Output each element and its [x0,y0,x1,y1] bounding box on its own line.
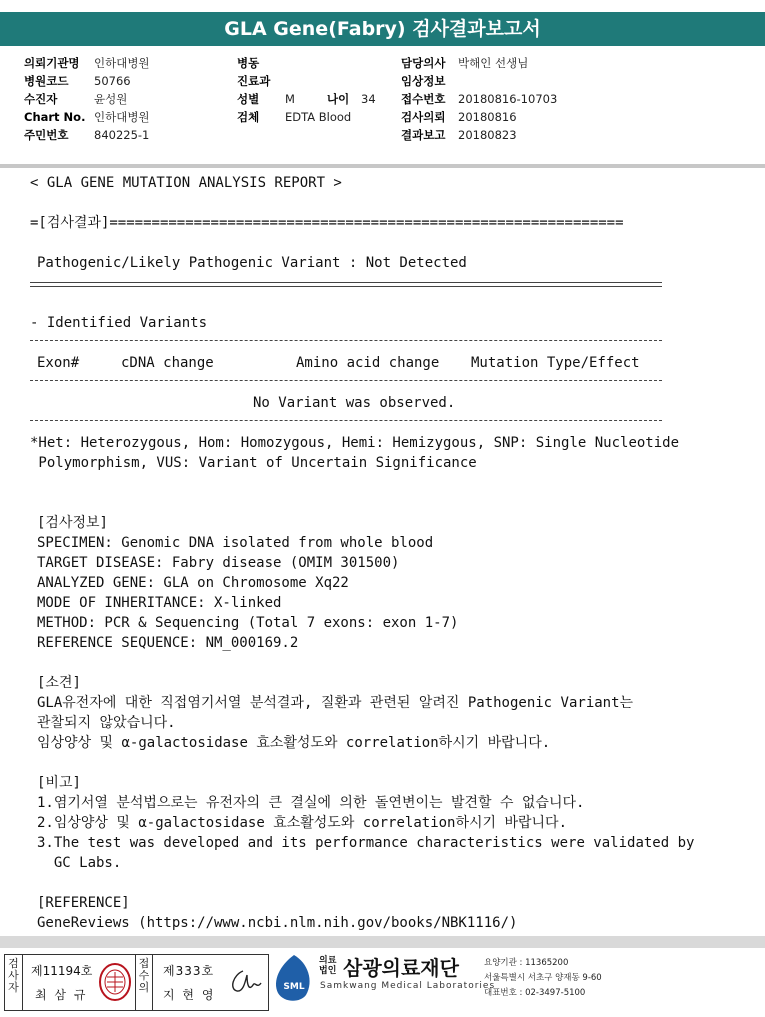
field-label: 결과보고 [401,128,446,142]
org-phone: 대표번호 : 02-3497-5100 [484,988,586,998]
examiner-seal-icon [97,961,133,1003]
remarks-line: 1.염기서열 분석법으로는 유전자의 큰 결실에 의한 돌연변이는 발견할 수 없습니다. [37,795,585,811]
field-label: 성별 [237,92,260,106]
result-summary: Pathogenic/Likely Pathogenic Variant : Not Detected [37,255,467,271]
info-line: TARGET DISEASE: Fabry disease (OMIM 301500) [37,555,400,571]
field-value: 34 [361,92,376,106]
field-value: 20180816-10703 [458,92,558,106]
field-value: EDTA Blood [285,110,352,124]
approver-signature-icon [225,963,263,999]
opinion-line: 관찰되지 않았습니다. [37,715,176,731]
info-line: METHOD: PCR & Sequencing (Total 7 exons: exon 1-7) [37,615,459,631]
column-header-amino-acid: Amino acid change [296,355,440,371]
double-divider [30,282,662,287]
column-header-exon: Exon# [37,355,80,371]
examiner-label: 검사자 [5,955,23,1010]
field-value: 20180823 [458,128,517,142]
header-row-sex-age [237,90,376,108]
org-name: 삼광의료재단 [343,956,459,980]
field-label: Chart No. [24,110,86,124]
opinion-line: 임상양상 및 α-galactosidase 효소활성도와 correlation하시기 바랍니다. [37,735,551,751]
report-title: GLA Gene(Fabry) 검사결과보고서 [0,12,765,46]
remarks-section-title: [비고] [37,775,81,791]
no-variant-message: No Variant was observed. [253,395,456,411]
info-line: SPECIMEN: Genomic DNA isolated from whole blood [37,535,434,551]
field-label: 검사의뢰 [401,110,446,124]
field-value: 840225-1 [94,128,150,142]
header-row-receipt-no [401,90,557,108]
table-bottom-divider [30,420,662,421]
info-line: ANALYZED GENE: GLA on Chromosome Xq22 [37,575,349,591]
remarks-line: GC Labs. [37,855,122,871]
org-registration: 요양기관 : 11365200 [484,958,569,968]
header-row-hospital-code [24,72,150,90]
header-row-chart-no [24,108,150,126]
patient-header [0,46,765,164]
column-header-cdna: cDNA change [121,355,214,371]
approver-license: 제333호 [163,964,215,978]
reference-section-title: [REFERENCE] [37,895,130,911]
table-header-divider [30,380,662,381]
field-value: 인하대병원 [94,110,150,124]
field-label: 나이 [327,92,350,106]
field-label: 접수번호 [401,92,446,106]
field-value: 윤성원 [94,92,128,106]
approver-label: 접수의 [135,955,153,1010]
reference-link: GeneReviews (https://www.ncbi.nlm.nih.gov/books/NBK1116/) [37,915,518,931]
result-section-title: =[검사결과]============================================================= [30,215,624,231]
field-label: 임상정보 [401,74,446,88]
field-label: 의뢰기관명 [24,56,80,70]
header-row-specimen [237,108,376,126]
header-row-ward [237,54,376,72]
signature-footer [0,948,765,1017]
field-label: 담당의사 [401,56,446,70]
org-prefix: 의료법인 [319,956,337,976]
examiner-license: 제11194호 [31,964,93,978]
header-row-institution [24,54,150,72]
header-row-patient [24,90,150,108]
info-line: MODE OF INHERITANCE: X-linked [37,595,282,611]
header-col-institution [24,54,150,144]
report-heading: < GLA GENE MUTATION ANALYSIS REPORT > [30,175,342,191]
field-label: 검체 [237,110,260,124]
field-label: 병원코드 [24,74,69,88]
header-row-physician [401,54,557,72]
info-line: REFERENCE SEQUENCE: NM_000169.2 [37,635,299,651]
header-row-report-date [401,126,557,144]
column-header-mutation-type: Mutation Type/Effect [471,355,640,371]
field-value: 20180816 [458,110,517,124]
logo-text: SML [283,982,305,992]
remarks-line: 3.The test was developed and its performance characteristics were validated by [37,835,695,851]
identified-variants-title: - Identified Variants [30,315,208,331]
opinion-section-title: [소견] [37,675,81,691]
header-col-report-info [401,54,557,144]
approver-name: 지 현 영 [163,988,216,1002]
field-value: 인하대병원 [94,56,150,70]
field-label: 수진자 [24,92,58,106]
remarks-line: 2.임상양상 및 α-galactosidase 효소활성도와 correlation하시기 바랍니다. [37,815,568,831]
table-top-divider [30,340,662,341]
field-value: 50766 [94,74,131,88]
header-row-clinical-info [401,72,557,90]
footer-divider [0,936,765,948]
examiner-name: 최 삼 규 [35,988,88,1002]
field-label: 진료과 [237,74,271,88]
header-row-department [237,72,376,90]
field-label: 병동 [237,56,260,70]
field-value: 박해인 선생님 [458,56,529,70]
header-row-resident-no [24,126,150,144]
org-name-english: Samkwang Medical Laboratories [320,981,496,991]
abbreviation-footnote: *Het: Heterozygous, Hom: Homozygous, Hemi: Hemizygous, SNP: Single Nucleotide [30,435,680,451]
field-label: 주민번호 [24,128,69,142]
report-body [0,168,765,935]
signature-box [4,954,269,1011]
sml-logo-icon [272,953,316,1003]
header-col-clinical [237,54,376,126]
abbreviation-footnote: Polymorphism, VUS: Variant of Uncertain Significance [30,455,477,471]
org-address: 서울특별시 서초구 양재동 9-60 [484,973,602,983]
opinion-line: GLA유전자에 대한 직접염기서열 분석결과, 질환과 관련된 알려진 Pathogenic Variant는 [37,695,634,711]
info-section-title: [검사정보] [37,515,108,531]
header-row-request-date [401,108,557,126]
field-value: M [285,92,295,106]
